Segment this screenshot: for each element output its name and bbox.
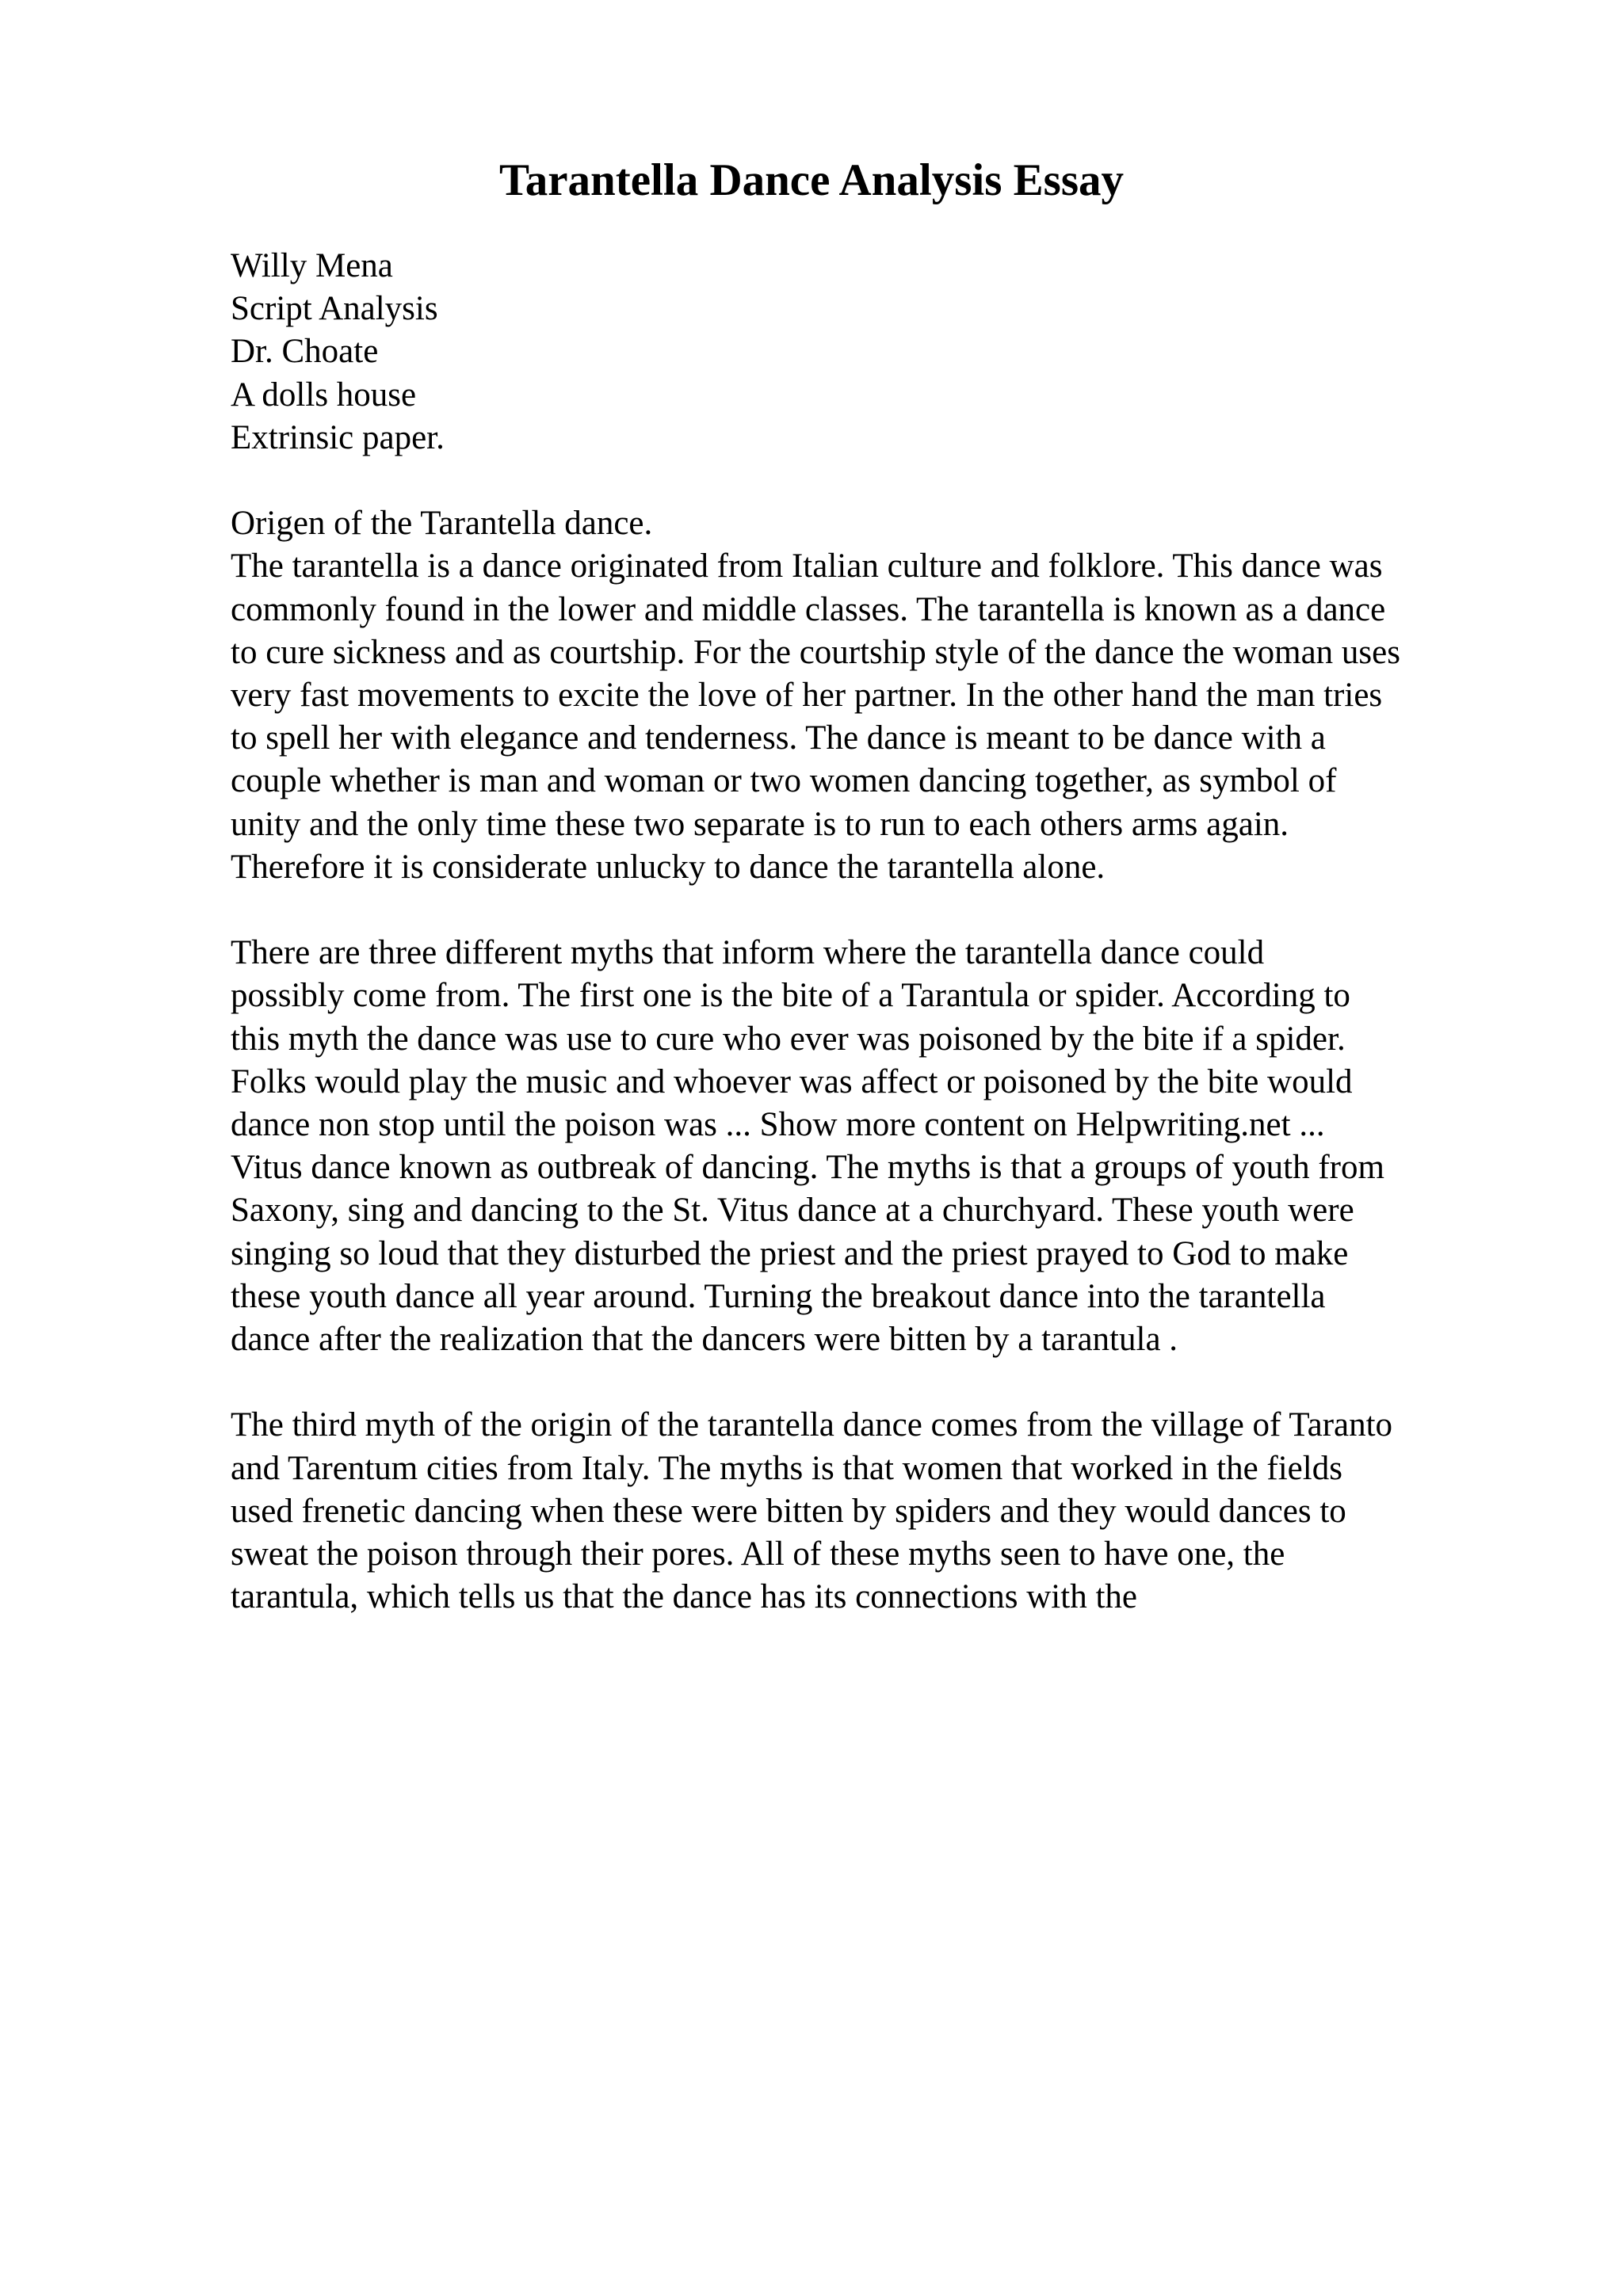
paragraph-line: Origen of the Tarantella dance.	[231, 505, 653, 543]
paragraph-line: Folks would play the music and whoever was affect or poisoned by the bite would	[231, 1062, 1353, 1100]
paragraph-line: commonly found in the lower and middle classes. The tarantella is known as a dance	[231, 590, 1386, 628]
document-title: Tarantella Dance Analysis Essay	[498, 155, 1125, 205]
paragraph-spacer	[231, 460, 1514, 502]
paragraph-line: this myth the dance was use to cure who ever was poisoned by the bite if a spider.	[231, 1020, 1346, 1058]
paragraph-line: sweat the poison through their pores. All of these myths seen to have one, the	[231, 1535, 1285, 1573]
paragraph-line: to spell her with elegance and tenderness. The dance is meant to be dance with a	[231, 719, 1326, 757]
paragraph-line: Therefore it is considerate unlucky to dance the tarantella alone.	[231, 848, 1106, 886]
subject-title: A dolls house	[231, 376, 417, 414]
header-block	[231, 245, 1514, 460]
paragraph-line: and Tarentum cities from Italy. The myths is that women that worked in the fields	[231, 1449, 1342, 1487]
paragraph	[231, 502, 1514, 889]
course-name: Script Analysis	[231, 290, 438, 328]
paragraph-line: There are three different myths that inform where the tarantella dance could	[231, 934, 1265, 972]
paragraph-line: dance after the realization that the dancers were bitten by a tarantula .	[231, 1321, 1178, 1359]
paragraph-line: tarantula, which tells us that the dance has its connections with the	[231, 1578, 1137, 1616]
author-name: Willy Mena	[231, 247, 393, 284]
paragraph	[231, 932, 1514, 1361]
paragraph-line: these youth dance all year around. Turning the breakout dance into the tarantella	[231, 1277, 1326, 1315]
paragraph-spacer	[231, 1361, 1514, 1404]
paragraph-line: The tarantella is a dance originated from Italian culture and folklore. This dance was	[231, 547, 1383, 585]
paragraph-line: possibly come from. The first one is the bite of a Tarantula or spider. According to	[231, 977, 1350, 1015]
paragraph-line: used frenetic dancing when these were bitten by spiders and they would dances to	[231, 1492, 1346, 1530]
paragraph-line: The third myth of the origin of the tarantella dance comes from the village of Taranto	[231, 1406, 1393, 1444]
instructor-name: Dr. Choate	[231, 333, 379, 371]
paragraph-spacer	[231, 889, 1514, 932]
paragraph-line: singing so loud that they disturbed the priest and the priest prayed to God to make	[231, 1234, 1349, 1272]
paragraph-line: couple whether is man and woman or two women dancing together, as symbol of	[231, 762, 1337, 800]
paper-type: Extrinsic paper.	[231, 418, 445, 456]
paragraph-line: Vitus dance known as outbreak of dancing. The myths is that a groups of youth from	[231, 1149, 1384, 1187]
paragraph-line: to cure sickness and as courtship. For the courtship style of the dance the woman uses	[231, 633, 1400, 671]
paragraph-line: very fast movements to excite the love of her partner. In the other hand the man tries	[231, 677, 1383, 715]
document-body	[231, 245, 1514, 1619]
paragraph	[231, 1404, 1514, 1619]
paragraph-line: Saxony, sing and dancing to the St. Vitus dance at a churchyard. These youth were	[231, 1192, 1354, 1230]
paragraph-line: unity and the only time these two separate is to run to each others arms again.	[231, 805, 1289, 843]
paragraph-line: dance non stop until the poison was ... Show more content on Helpwriting.net ...	[231, 1106, 1325, 1144]
